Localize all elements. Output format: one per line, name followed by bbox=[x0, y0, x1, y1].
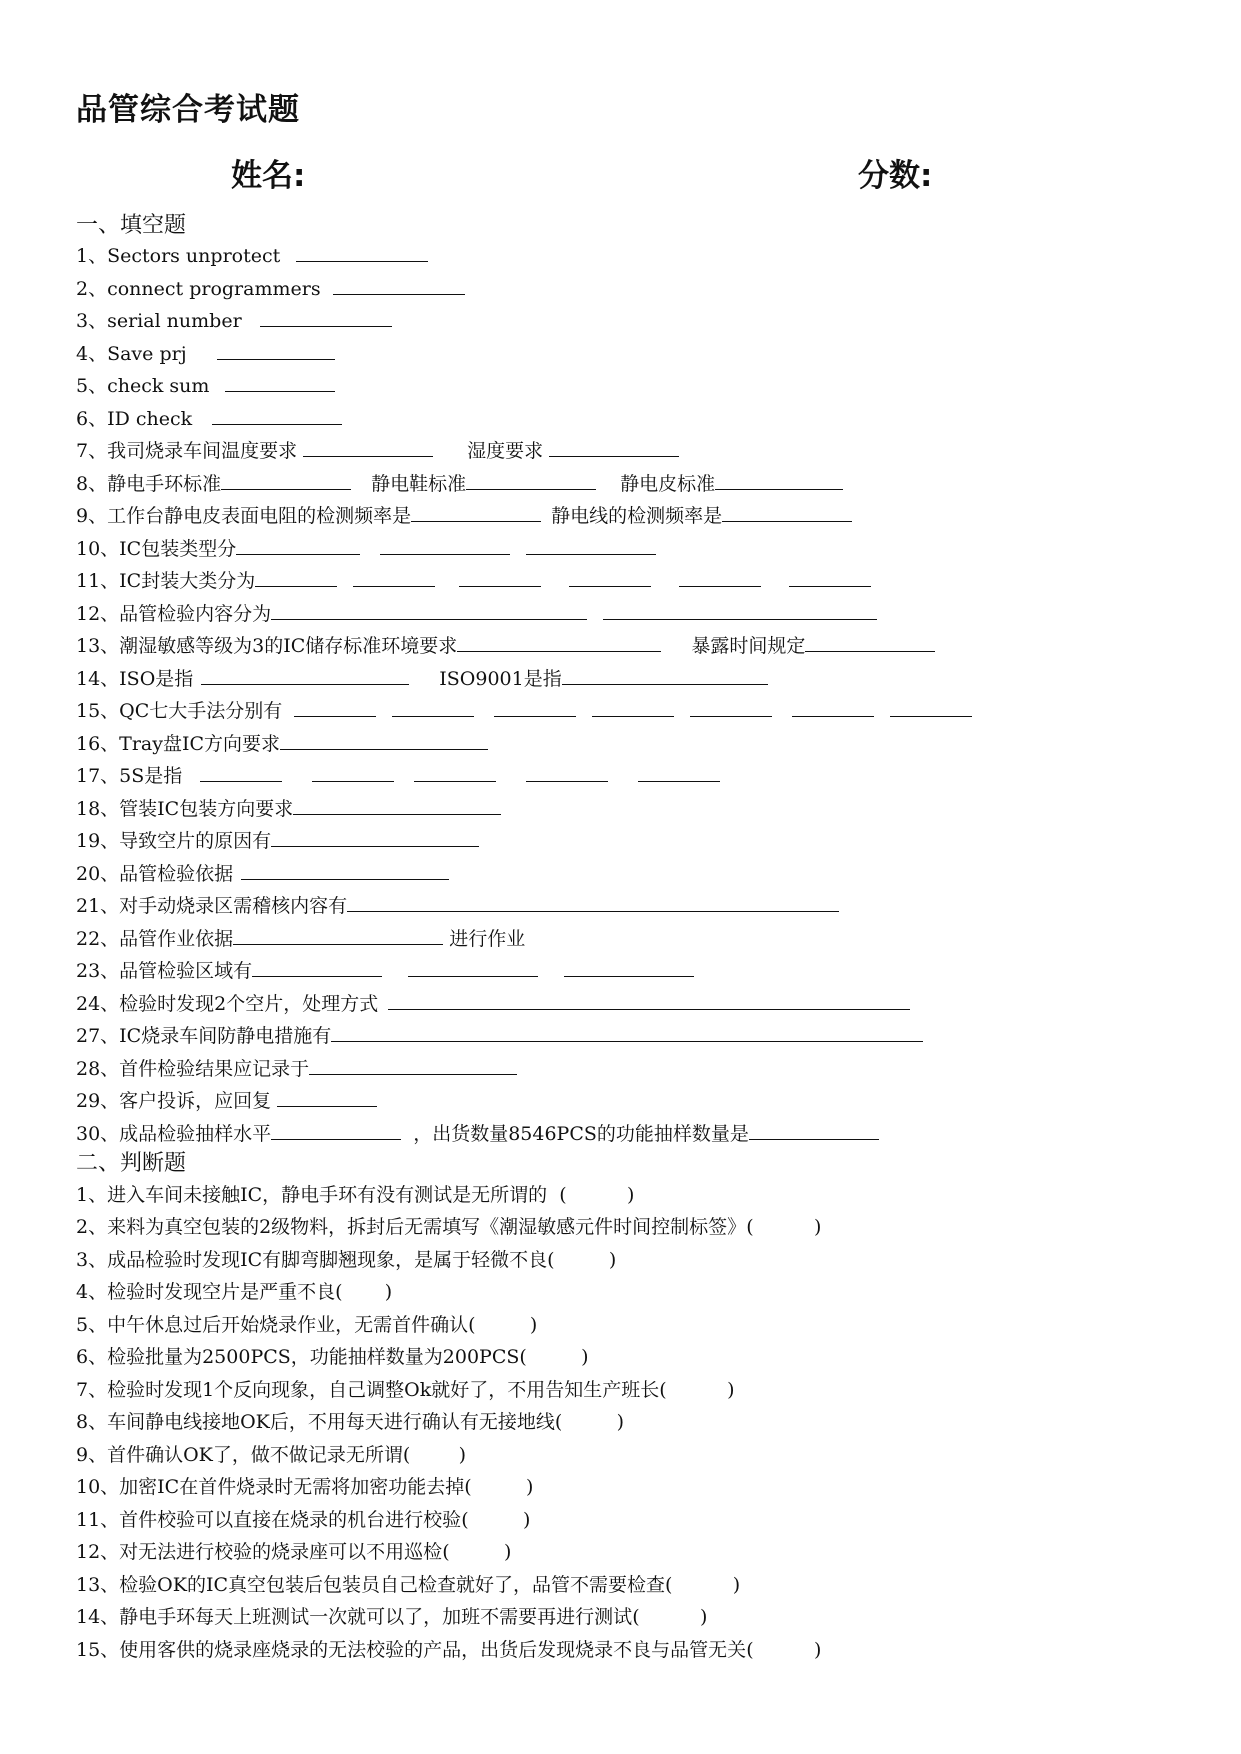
answer-bracket[interactable]: ( ) bbox=[746, 1639, 822, 1661]
judge-4: 4、检验时发现空片是严重不良( ) bbox=[76, 1281, 393, 1303]
answer-blank[interactable] bbox=[569, 568, 651, 587]
answer-blank[interactable] bbox=[805, 633, 935, 652]
answer-blank[interactable] bbox=[392, 698, 474, 717]
answer-blank[interactable] bbox=[331, 1023, 923, 1042]
question-14: 14、ISO是指 ISO9001是指 bbox=[76, 666, 768, 692]
question-21: 21、对手动烧录区需稽核内容有 bbox=[76, 893, 839, 919]
answer-blank[interactable] bbox=[217, 341, 335, 360]
answer-bracket[interactable]: ( ) bbox=[402, 1444, 467, 1466]
answer-blank[interactable] bbox=[271, 601, 587, 620]
question-19: 19、导致空片的原因有 bbox=[76, 828, 479, 854]
question-18: 18、管装IC包装方向要求 bbox=[76, 796, 501, 822]
answer-bracket[interactable]: ( ) bbox=[468, 1314, 538, 1336]
answer-blank[interactable] bbox=[380, 536, 510, 555]
answer-blank[interactable] bbox=[277, 1088, 377, 1107]
answer-blank[interactable] bbox=[890, 698, 972, 717]
answer-blank[interactable] bbox=[271, 828, 479, 847]
answer-blank[interactable] bbox=[414, 763, 496, 782]
question-13: 13、潮湿敏感等级为3的IC储存标准环境要求 暴露时间规定 bbox=[76, 633, 935, 659]
answer-blank[interactable] bbox=[722, 503, 852, 522]
section-true-false-heading: 二、判断题 bbox=[76, 1151, 187, 1176]
judge-1: 1、进入车间未接触IC，静电手环有没有测试是无所谓的 ( ) bbox=[76, 1184, 635, 1206]
score-label: 分数: bbox=[858, 158, 933, 194]
question-28: 28、首件检验结果应记录于 bbox=[76, 1056, 517, 1082]
answer-bracket[interactable]: ( ) bbox=[659, 1379, 735, 1401]
answer-blank[interactable] bbox=[792, 698, 874, 717]
answer-bracket[interactable]: ( ) bbox=[547, 1184, 635, 1206]
answer-bracket[interactable]: ( ) bbox=[461, 1509, 531, 1531]
judge-14: 14、静电手环每天上班测试一次就可以了，加班不需要再进行测试( ) bbox=[76, 1606, 708, 1628]
answer-blank[interactable] bbox=[749, 1121, 879, 1140]
answer-blank[interactable] bbox=[260, 308, 392, 327]
judge-12: 12、对无法进行校验的烧录座可以不用巡检( ) bbox=[76, 1541, 512, 1563]
question-15: 15、QC七大手法分别有 bbox=[76, 698, 972, 724]
answer-bracket[interactable]: ( ) bbox=[554, 1411, 625, 1433]
question-6: 6、ID check bbox=[76, 406, 342, 432]
answer-blank[interactable] bbox=[296, 243, 428, 262]
answer-blank[interactable] bbox=[309, 1056, 517, 1075]
question-7: 7、我司烧录车间温度要求 湿度要求 bbox=[76, 438, 679, 464]
answer-blank[interactable] bbox=[466, 471, 596, 490]
question-1: 1、Sectors unprotect bbox=[76, 243, 428, 269]
judge-7: 7、检验时发现1个反向现象，自己调整Ok就好了，不用告知生产班长( ) bbox=[76, 1379, 735, 1401]
judge-9: 9、首件确认OK了，做不做记录无所谓( ) bbox=[76, 1444, 467, 1466]
question-10: 10、IC包装类型分 bbox=[76, 536, 656, 562]
answer-bracket[interactable]: ( ) bbox=[464, 1476, 534, 1498]
judge-11: 11、首件校验可以直接在烧录的机台进行校验( ) bbox=[76, 1509, 531, 1531]
answer-blank[interactable] bbox=[562, 666, 768, 685]
answer-bracket[interactable]: ( ) bbox=[632, 1606, 708, 1628]
question-2: 2、connect programmers bbox=[76, 276, 465, 302]
answer-blank[interactable] bbox=[408, 958, 538, 977]
exam-title: 品管综合考试题 bbox=[76, 92, 300, 128]
answer-blank[interactable] bbox=[280, 731, 488, 750]
question-29: 29、客户投诉，应回复 bbox=[76, 1088, 377, 1114]
answer-blank[interactable] bbox=[457, 633, 661, 652]
answer-blank[interactable] bbox=[789, 568, 871, 587]
answer-blank[interactable] bbox=[233, 926, 443, 945]
answer-blank[interactable] bbox=[312, 763, 394, 782]
answer-bracket[interactable]: ( ) bbox=[547, 1249, 617, 1271]
answer-blank[interactable] bbox=[347, 893, 839, 912]
answer-blank[interactable] bbox=[201, 666, 409, 685]
answer-blank[interactable] bbox=[679, 568, 761, 587]
answer-blank[interactable] bbox=[294, 698, 376, 717]
answer-blank[interactable] bbox=[221, 471, 351, 490]
answer-blank[interactable] bbox=[353, 568, 435, 587]
answer-blank[interactable] bbox=[592, 698, 674, 717]
answer-blank[interactable] bbox=[638, 763, 720, 782]
answer-blank[interactable] bbox=[690, 698, 772, 717]
answer-blank[interactable] bbox=[733, 601, 877, 620]
question-4: 4、Save prj bbox=[76, 341, 335, 367]
question-11: 11、IC封装大类分为 bbox=[76, 568, 871, 594]
answer-blank[interactable] bbox=[212, 406, 342, 425]
answer-blank[interactable] bbox=[526, 763, 608, 782]
question-5: 5、check sum bbox=[76, 373, 335, 399]
answer-bracket[interactable]: ( ) bbox=[519, 1346, 589, 1368]
answer-bracket[interactable]: ( ) bbox=[335, 1281, 393, 1303]
judge-13: 13、检验OK的IC真空包装后包装员自己检查就好了，品管不需要检查( ) bbox=[76, 1574, 741, 1596]
question-17: 17、5S是指 bbox=[76, 763, 720, 789]
answer-bracket[interactable]: ( ) bbox=[442, 1541, 512, 1563]
answer-blank[interactable] bbox=[526, 536, 656, 555]
answer-blank[interactable] bbox=[200, 763, 282, 782]
question-24: 24、检验时发现2个空片，处理方式 bbox=[76, 991, 910, 1017]
answer-blank[interactable] bbox=[388, 991, 910, 1010]
answer-blank[interactable] bbox=[252, 958, 382, 977]
answer-blank[interactable] bbox=[241, 861, 449, 880]
answer-bracket[interactable]: ( ) bbox=[665, 1574, 741, 1596]
answer-blank[interactable] bbox=[225, 373, 335, 392]
answer-blank[interactable] bbox=[494, 698, 576, 717]
judge-15: 15、使用客供的烧录座烧录的无法校验的产品，出货后发现烧录不良与品管无关( ) bbox=[76, 1639, 822, 1661]
question-12: 12、品管检验内容分为 bbox=[76, 601, 877, 627]
answer-blank[interactable] bbox=[303, 438, 433, 457]
question-23: 23、品管检验区域有 bbox=[76, 958, 694, 984]
question-8: 8、静电手环标准 静电鞋标准 静电皮标准 bbox=[76, 471, 843, 497]
question-22: 22、品管作业依据 进行作业 bbox=[76, 928, 526, 950]
answer-bracket[interactable]: ( ) bbox=[746, 1216, 822, 1238]
answer-blank[interactable] bbox=[564, 958, 694, 977]
answer-blank[interactable] bbox=[333, 276, 465, 295]
answer-blank[interactable] bbox=[236, 536, 360, 555]
judge-6: 6、检验批量为2500PCS，功能抽样数量为200PCS( ) bbox=[76, 1346, 589, 1368]
question-20: 20、品管检验依据 bbox=[76, 861, 449, 887]
answer-blank[interactable] bbox=[271, 1121, 401, 1140]
question-30: 30、成品检验抽样水平 ，出货数量8546PCS的功能抽样数量是 bbox=[76, 1121, 879, 1147]
question-3: 3、serial number bbox=[76, 308, 392, 334]
judge-10: 10、加密IC在首件烧录时无需将加密功能去掉( ) bbox=[76, 1476, 534, 1498]
answer-blank[interactable] bbox=[549, 438, 679, 457]
answer-blank[interactable] bbox=[293, 796, 501, 815]
name-label: 姓名: bbox=[231, 158, 306, 194]
question-27: 27、IC烧录车间防静电措施有 bbox=[76, 1023, 923, 1049]
answer-blank[interactable] bbox=[459, 568, 541, 587]
judge-5: 5、中午休息过后开始烧录作业，无需首件确认( ) bbox=[76, 1314, 538, 1336]
judge-8: 8、车间静电线接地OK后，不用每天进行确认有无接地线( ) bbox=[76, 1411, 625, 1433]
judge-2: 2、来料为真空包装的2级物料，拆封后无需填写《潮湿敏感元件时间控制标签》( ) bbox=[76, 1216, 822, 1238]
answer-blank[interactable] bbox=[411, 503, 541, 522]
section-fill-blank-heading: 一、填空题 bbox=[76, 213, 187, 238]
question-16: 16、Tray盘IC方向要求 bbox=[76, 731, 488, 757]
question-9: 9、工作台静电皮表面电阻的检测频率是 静电线的检测频率是 bbox=[76, 503, 852, 529]
answer-blank[interactable] bbox=[603, 601, 733, 620]
judge-3: 3、成品检验时发现IC有脚弯脚翘现象，是属于轻微不良( ) bbox=[76, 1249, 617, 1271]
answer-blank[interactable] bbox=[715, 471, 843, 490]
answer-blank[interactable] bbox=[255, 568, 337, 587]
